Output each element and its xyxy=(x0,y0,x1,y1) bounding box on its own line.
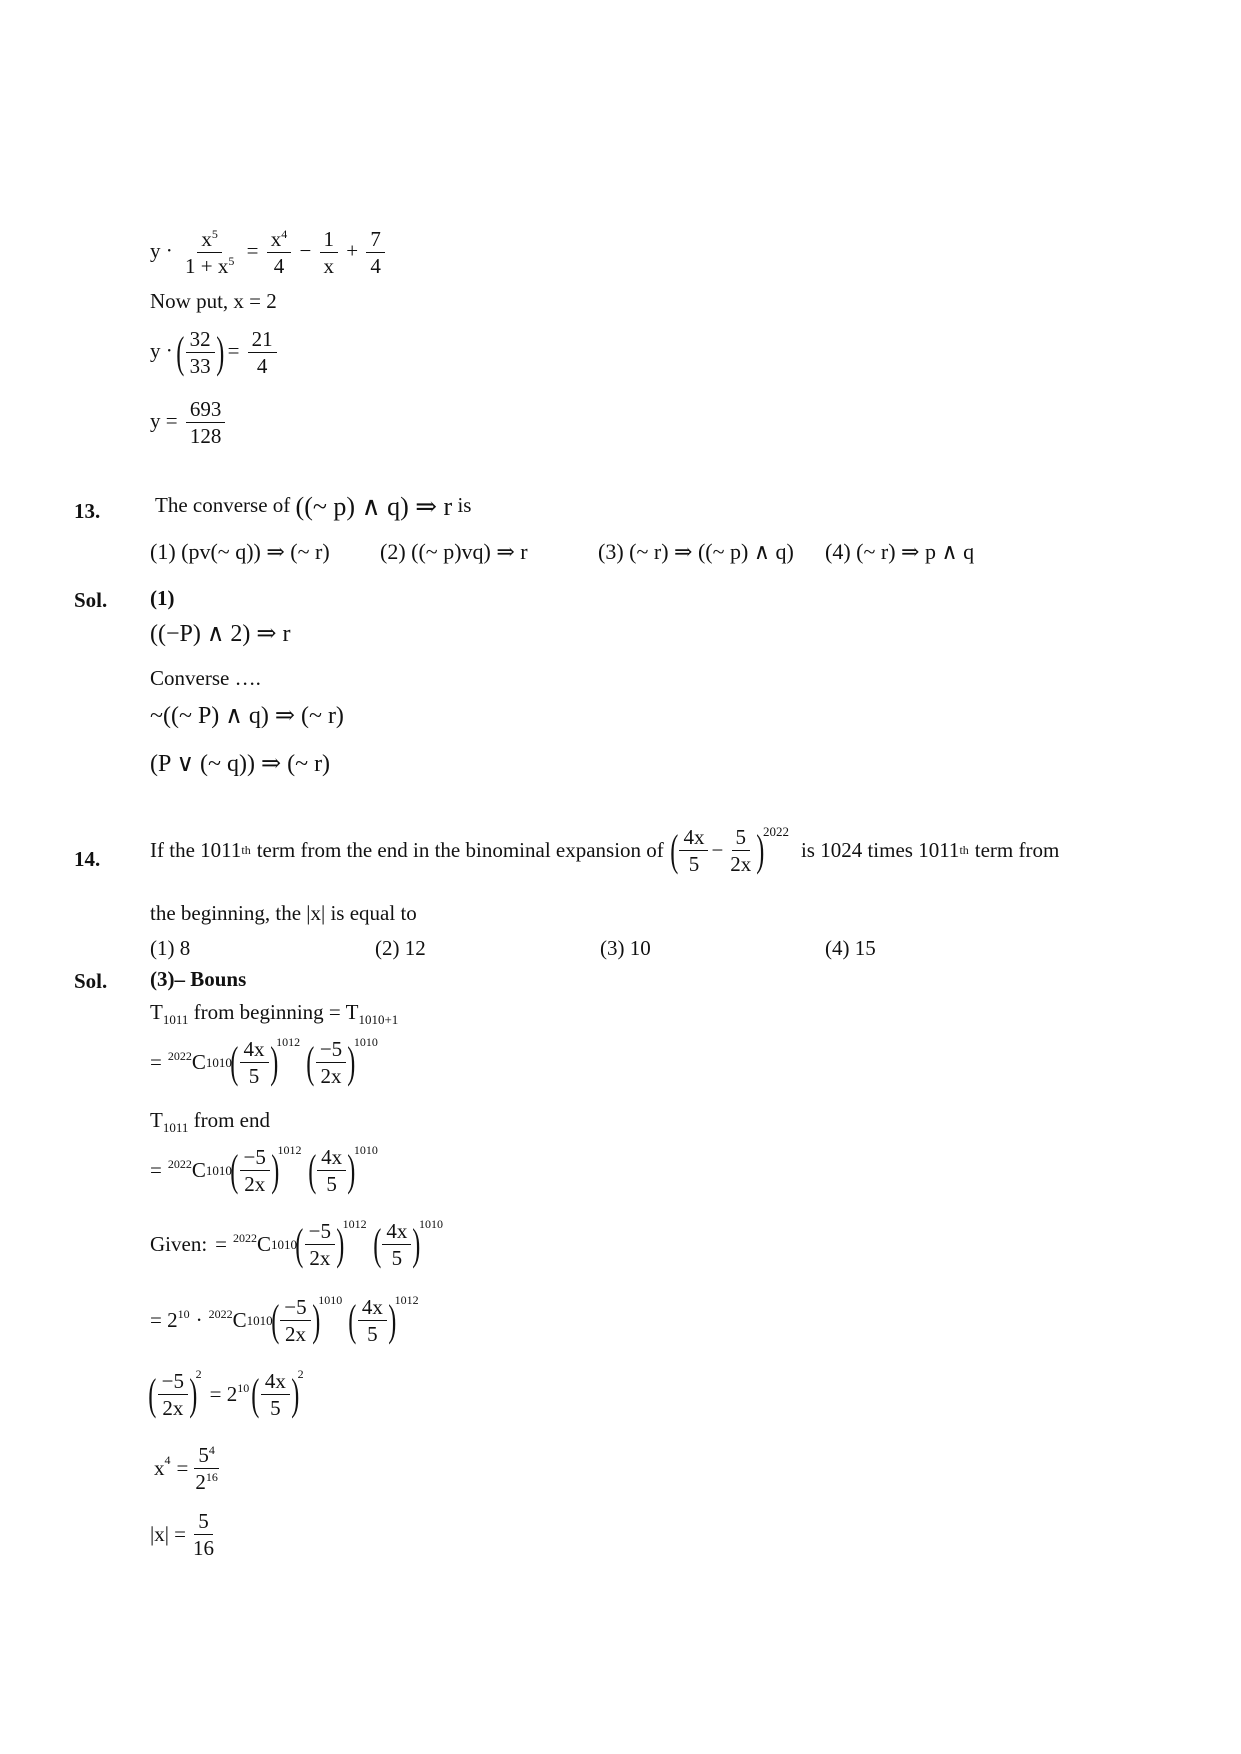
fraction: $\frac{4x}{5}$ xyxy=(679,824,708,878)
fraction: $\frac{x^4}{4}$ xyxy=(267,226,292,280)
prev-eq4: y = $\frac{693}{128}$ xyxy=(150,396,228,450)
fraction: $\frac{21}{4}$ xyxy=(248,326,277,380)
q14-eq-e7: |x| = $\frac{5}{16}$ xyxy=(150,1508,221,1562)
q14-stem: If the 1011 th term from the end in the binominal expansion of ( $\frac{4x}{5}$ − $\frac{5}{2x}$ ) 2022 is 1024 times 1011 th term from xyxy=(150,824,1060,877)
q14-eq-e6: x 4 = $\frac{5^4}{2^{16}}$ xyxy=(150,1442,225,1496)
q14-eq-e1: = 2022 C 1010 ( $\frac{4x}{5}$ ) 1012 ( $\frac{-5}{2x}$ ) 1010 xyxy=(150,1035,378,1089)
fraction: $\frac{5}{2x}$ xyxy=(730,825,752,877)
q13-option-4: (4) (~ r) ⇒ p ∧ q xyxy=(825,539,975,564)
q13-option-3: (3) (~ r) ⇒ ((~ p) ∧ q) xyxy=(598,539,794,564)
fraction: $\frac{x^5}{1 + x^5}$ xyxy=(185,227,235,279)
q13-stem: The converse of ((~ p) ∧ q) ⇒ r is xyxy=(155,492,472,521)
t-begin-line: $T_{1011}$ from beginning = $T_{1010+1}$ xyxy=(150,1000,399,1028)
q14-eq-e4: = 2 10 · 2022 C 1010 ( $\frac{-5}{2x}$ ) 1010 ( $\frac{4x}{5}$ ) 1012 xyxy=(150,1293,419,1347)
t-end-line: $T_{1011}$ from end xyxy=(150,1108,271,1136)
q14-option-4: (4) 15 xyxy=(825,936,876,960)
prev-eq1: y · $\frac{x^5}{1 + x^5}$ = $\frac{x^4}{4}$ − $\frac{1}{x}$ + $\frac{7}{4}$ xyxy=(150,226,388,280)
q13-option-2: (2) ((~ p)vq) ⇒ r xyxy=(380,539,528,564)
fraction: $\frac{693}{128}$ xyxy=(186,396,226,450)
q13-option-1: (1) (pv(~ q)) ⇒ (~ r) xyxy=(150,539,330,564)
q13-sol-label: Sol. xyxy=(74,588,108,612)
prev-eq3: y · ( $\frac{32}{33}$ ) = $\frac{21}{4}$ xyxy=(150,326,280,380)
fraction: $\frac{4x}{5}$ xyxy=(317,1144,346,1198)
fraction: $\frac{4x}{5}$ xyxy=(261,1368,290,1422)
q14-sol-label: Sol. xyxy=(74,969,108,993)
fraction: $\frac{-5}{2x}$ xyxy=(158,1368,188,1422)
q14-stem-cont: the beginning, the |x| is equal to xyxy=(150,901,417,925)
q14-answer: (3)– Bouns xyxy=(150,967,247,991)
q13-answer: (1) xyxy=(150,586,175,610)
fraction: $\frac{4x}{5}$ xyxy=(358,1294,387,1348)
q14-option-3: (3) 10 xyxy=(600,936,651,960)
q14-option-2: (2) 12 xyxy=(375,936,426,960)
question-number-13: 13. xyxy=(74,499,101,523)
now-put-line: Now put, x = 2 xyxy=(150,289,277,313)
fraction: $\frac{-5}{2x}$ xyxy=(305,1218,335,1272)
fraction: $\frac{7}{4}$ xyxy=(366,226,385,280)
q13-step1: ((−P) ∧ 2) ⇒ r xyxy=(150,621,291,647)
fraction: $\frac{-5}{2x}$ xyxy=(280,1294,310,1348)
q14-option-1: (1) 8 xyxy=(150,936,191,960)
fraction: $\frac{4x}{5}$ xyxy=(382,1218,411,1272)
q14-eq-e3: Given: = 2022 C 1010 ( $\frac{-5}{2x}$ ) 1012 ( $\frac{4x}{5}$ ) 1010 xyxy=(150,1217,443,1271)
fraction: $\frac{5}{16}$ xyxy=(193,1509,215,1561)
fraction: $\frac{5^4}{2^{16}}$ xyxy=(195,1443,218,1495)
q14-eq-e2: = 2022 C 1010 ( $\frac{-5}{2x}$ ) 1012 ( $\frac{4x}{5}$ ) 1010 xyxy=(150,1143,378,1197)
q13-step4: (P ∨ (~ q)) ⇒ (~ r) xyxy=(150,751,331,777)
fraction: $\frac{32}{33}$ xyxy=(186,326,215,380)
fraction: $\frac{-5}{2x}$ xyxy=(316,1036,346,1090)
q13-step3: ~((~ P) ∧ q) ⇒ (~ r) xyxy=(150,703,344,729)
question-number-14: 14. xyxy=(74,847,101,871)
fraction: $\frac{-5}{2x}$ xyxy=(240,1144,270,1198)
q14-eq-e5: ( $\frac{-5}{2x}$ ) 2 = 2 10 ( $\frac{4x}{5}$ ) 2 xyxy=(148,1367,304,1421)
fraction: $\frac{1}{x}$ xyxy=(320,226,339,280)
q13-step2: Converse …. xyxy=(150,666,261,690)
fraction: $\frac{4x}{5}$ xyxy=(240,1036,269,1090)
